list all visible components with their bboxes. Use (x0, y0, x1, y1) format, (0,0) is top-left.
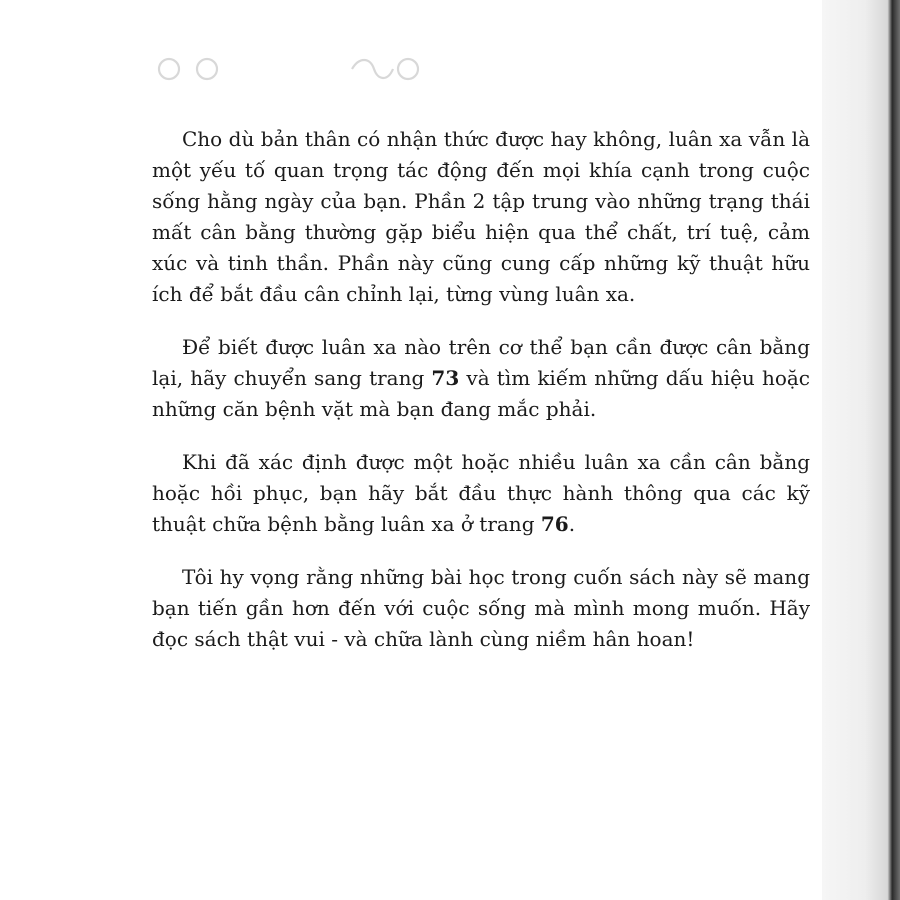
paragraph-text: Để biết được luân xa nào trên cơ thể bạn cần được cân bằng lại, hãy chuyển sang trang (152, 335, 810, 390)
ornament-swirl (352, 60, 393, 78)
paragraph-text: Tôi hy vọng rằng những bài học trong cuốn sách này sẽ mang bạn tiến gần hơn đến với cuộc sống mà mình mong muốn. Hãy đọc sách thật vui - và chữa lành cùng niềm hân hoan! (152, 565, 810, 651)
paragraph-text: . (568, 512, 576, 536)
paragraph-closing (152, 562, 810, 655)
faded-ornament-decoration (150, 48, 440, 88)
ornament-circle (197, 59, 217, 79)
paragraph-healing-techniques (152, 447, 810, 540)
paragraph-text: và tìm kiếm những dấu hiệu hoặc những căn bệnh vặt mà bạn đang mắc phải. (152, 366, 810, 421)
paragraph-text: Khi đã xác định được một hoặc nhiều luân xa cần cân bằng hoặc hồi phục, bạn hãy bắt đầu thực hành thông qua các kỹ thuật chữa bệnh bằng luân xa ở trang (152, 450, 810, 536)
paragraph-page-reference (152, 332, 810, 425)
page-binding-edge (822, 0, 900, 900)
body-text (152, 124, 810, 655)
paragraph-text: Cho dù bản thân có nhận thức được hay không, luân xa vẫn là một yếu tố quan trọng tác động đến mọi khía cạnh trong cuộc sống hằng ngày của bạn. Phần 2 tập trung vào những trạng thái mất cân bằng thường gặp biểu hiện qua thể chất, trí tuệ, cảm xúc và tinh thần. Phần này cũng cung cấp những kỹ thuật hữu ích để bắt đầu cân chỉnh lại, từng vùng luân xa. (152, 127, 810, 306)
paragraph-intro (152, 124, 810, 310)
ornament-circle (398, 59, 418, 79)
page-number-reference: 73 (431, 366, 460, 390)
page-number-reference: 76 (540, 512, 569, 536)
ornament-circle (159, 59, 179, 79)
